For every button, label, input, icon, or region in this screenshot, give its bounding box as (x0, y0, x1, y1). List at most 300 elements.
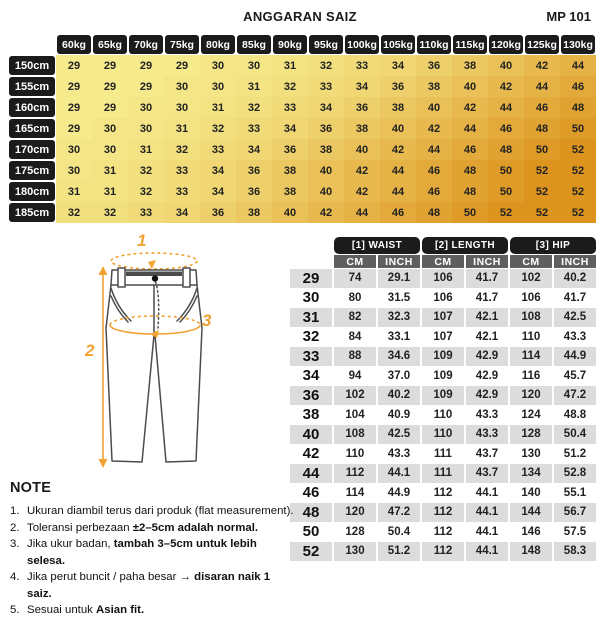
matrix-size-cell: 52 (560, 160, 596, 181)
measurement-row (290, 289, 596, 308)
matrix-size-cell: 46 (416, 160, 452, 181)
matrix-size-cell: 29 (92, 76, 128, 97)
matrix-size-cell: 50 (488, 160, 524, 181)
weight-header: 120kg (488, 34, 524, 55)
measurement-cell: 33.1 (378, 328, 420, 347)
matrix-size-cell: 40 (344, 139, 380, 160)
measurement-cell: 41.7 (554, 289, 596, 308)
matrix-size-cell: 46 (524, 97, 560, 118)
matrix-size-cell: 48 (488, 139, 524, 160)
measurement-row (290, 328, 596, 347)
matrix-size-cell: 42 (524, 55, 560, 76)
matrix-size-cell: 40 (380, 118, 416, 139)
measurement-cell: 106 (510, 289, 552, 308)
page-title: ANGGARAN SAIZ (243, 9, 357, 24)
measurement-cell: 44.1 (466, 484, 508, 503)
measurement-cell: 84 (334, 328, 376, 347)
measurement-cell: 110 (422, 425, 464, 444)
size-cell: 52 (290, 542, 332, 561)
matrix-size-cell: 33 (344, 55, 380, 76)
matrix-size-cell: 38 (344, 118, 380, 139)
matrix-size-cell: 34 (380, 55, 416, 76)
matrix-row (8, 118, 596, 139)
measurement-cell: 88 (334, 347, 376, 366)
measurement-cell: 43.3 (554, 328, 596, 347)
matrix-size-cell: 42 (452, 97, 488, 118)
weight-header: 90kg (272, 34, 308, 55)
measurement-cell: 44.9 (554, 347, 596, 366)
group-header: [1] WAIST (334, 237, 420, 254)
measurement-cell: 44.9 (378, 484, 420, 503)
matrix-row (8, 160, 596, 181)
measurement-cell: 112 (422, 484, 464, 503)
matrix-size-cell: 33 (272, 97, 308, 118)
measurement-cell: 111 (422, 464, 464, 483)
matrix-size-cell: 34 (272, 118, 308, 139)
unit-header: INCH (554, 255, 596, 268)
note-item-number: 2. (10, 521, 20, 534)
matrix-size-cell: 48 (560, 97, 596, 118)
matrix-size-cell: 32 (128, 160, 164, 181)
measurement-cell: 146 (510, 523, 552, 542)
measurement-cell: 29.1 (378, 269, 420, 288)
matrix-size-cell: 31 (164, 118, 200, 139)
matrix-size-cell: 36 (380, 76, 416, 97)
matrix-size-cell: 42 (380, 139, 416, 160)
matrix-size-cell: 31 (56, 181, 92, 202)
measurement-cell: 120 (510, 386, 552, 405)
measurement-cell: 108 (510, 308, 552, 327)
matrix-size-cell: 48 (452, 160, 488, 181)
note-item-number: 3. (10, 538, 20, 550)
note-item (10, 503, 296, 520)
weight-header: 130kg (560, 34, 596, 55)
note-item-text: Jika ukur badan, tambah 3–5cm untuk lebih selesa. (27, 538, 257, 567)
measurement-cell: 94 (334, 367, 376, 386)
measurement-cell: 109 (422, 367, 464, 386)
matrix-row (8, 181, 596, 202)
matrix-size-cell: 30 (200, 76, 236, 97)
note-item-text: Ukuran diambil terus dari produk (flat measurement). (27, 505, 294, 517)
note-item (10, 520, 296, 537)
matrix-size-cell: 36 (236, 160, 272, 181)
measurement-cell: 112 (334, 464, 376, 483)
measurement-cell: 111 (422, 445, 464, 464)
measurement-cell: 40.2 (378, 386, 420, 405)
measurement-row (290, 542, 596, 561)
size-matrix-head (8, 34, 596, 55)
measurement-row (290, 367, 596, 386)
size-cell: 46 (290, 484, 332, 503)
size-cell: 50 (290, 523, 332, 542)
model-code: MP 101 (546, 9, 591, 24)
matrix-size-cell: 29 (92, 97, 128, 118)
measurement-cell: 106 (422, 269, 464, 288)
matrix-size-cell: 31 (200, 97, 236, 118)
matrix-size-cell: 48 (416, 202, 452, 223)
matrix-size-cell: 50 (560, 118, 596, 139)
measurement-cell: 47.2 (378, 503, 420, 522)
measurement-cell: 104 (334, 406, 376, 425)
weight-header: 110kg (416, 34, 452, 55)
matrix-size-cell: 42 (416, 118, 452, 139)
matrix-size-cell: 42 (344, 181, 380, 202)
matrix-size-cell: 32 (56, 202, 92, 223)
matrix-size-cell: 29 (56, 76, 92, 97)
length-measure-arrow (99, 266, 108, 468)
group-header: [3] HIP (510, 237, 596, 254)
measurement-cell: 40.9 (378, 406, 420, 425)
matrix-size-cell: 29 (56, 55, 92, 76)
weight-header: 65kg (92, 34, 128, 55)
measurement-cell: 43.3 (378, 445, 420, 464)
matrix-size-cell: 52 (524, 181, 560, 202)
matrix-size-cell: 52 (524, 160, 560, 181)
matrix-size-cell: 31 (236, 76, 272, 97)
measurement-cell: 42.9 (466, 386, 508, 405)
measurement-cell: 112 (422, 542, 464, 561)
matrix-corner-cell (8, 34, 56, 55)
measurement-cell: 40.2 (554, 269, 596, 288)
measurement-cell: 120 (334, 503, 376, 522)
measurement-cell: 140 (510, 484, 552, 503)
matrix-size-cell: 33 (128, 202, 164, 223)
measurement-cell: 82 (334, 308, 376, 327)
measurement-cell: 42.5 (554, 308, 596, 327)
measurement-cell: 114 (510, 347, 552, 366)
height-header: 185cm (8, 202, 56, 223)
length-label: 2 (85, 341, 95, 360)
measurement-cell: 44.1 (466, 542, 508, 561)
hip-measure-ellipse (110, 316, 200, 338)
size-cell: 48 (290, 503, 332, 522)
matrix-size-cell: 34 (236, 139, 272, 160)
measurement-cell: 51.2 (378, 542, 420, 561)
matrix-size-cell: 36 (272, 139, 308, 160)
measurement-row (290, 386, 596, 405)
size-matrix-body (8, 55, 596, 223)
measurement-cell: 47.2 (554, 386, 596, 405)
measurement-cell: 42.1 (466, 308, 508, 327)
note-item-text: Sesuai untuk Asian fit. (27, 604, 145, 616)
matrix-size-cell: 46 (488, 118, 524, 139)
measurement-cell: 52.8 (554, 464, 596, 483)
note-item (10, 536, 296, 569)
pants-outline-icon (106, 268, 202, 462)
measurement-cell: 130 (334, 542, 376, 561)
matrix-size-cell: 32 (92, 202, 128, 223)
size-cell: 31 (290, 308, 332, 327)
matrix-size-cell: 33 (200, 139, 236, 160)
matrix-size-cell: 30 (236, 55, 272, 76)
measurement-table-head (290, 237, 596, 268)
note-item (10, 569, 296, 602)
matrix-size-cell: 29 (164, 55, 200, 76)
matrix-size-cell: 52 (560, 181, 596, 202)
measurement-cell: 112 (422, 503, 464, 522)
unit-header: CM (510, 255, 552, 268)
matrix-size-cell: 36 (416, 55, 452, 76)
matrix-size-cell: 38 (308, 139, 344, 160)
matrix-size-cell: 38 (380, 97, 416, 118)
matrix-row (8, 55, 596, 76)
weight-header: 85kg (236, 34, 272, 55)
measurement-cell: 110 (334, 445, 376, 464)
measurement-cell: 31.5 (378, 289, 420, 308)
measurement-row (290, 269, 596, 288)
matrix-size-cell: 44 (344, 202, 380, 223)
measurement-cell: 114 (334, 484, 376, 503)
measurement-row (290, 406, 596, 425)
matrix-size-cell: 38 (272, 160, 308, 181)
note-item-text: Jika perut buncit / paha besar → disaran naik 1 saiz. (27, 571, 271, 600)
matrix-size-cell: 32 (272, 76, 308, 97)
measurement-cell: 32.3 (378, 308, 420, 327)
matrix-size-cell: 34 (200, 160, 236, 181)
measurement-row (290, 503, 596, 522)
matrix-size-cell: 40 (272, 202, 308, 223)
matrix-size-cell: 44 (380, 181, 416, 202)
unit-header: INCH (378, 255, 420, 268)
measurement-cell: 108 (334, 425, 376, 444)
subheader-corner-cell (290, 255, 332, 268)
measurement-cell: 56.7 (554, 503, 596, 522)
matrix-size-cell: 50 (524, 139, 560, 160)
matrix-size-cell: 40 (308, 160, 344, 181)
measurement-cell: 74 (334, 269, 376, 288)
matrix-size-cell: 46 (380, 202, 416, 223)
height-header: 175cm (8, 160, 56, 181)
matrix-size-cell: 31 (92, 181, 128, 202)
unit-header: CM (422, 255, 464, 268)
matrix-row (8, 202, 596, 223)
note-item (10, 602, 296, 619)
group-header: [2] LENGTH (422, 237, 508, 254)
matrix-size-cell: 30 (56, 160, 92, 181)
matrix-size-cell: 40 (488, 55, 524, 76)
weight-header: 70kg (128, 34, 164, 55)
matrix-size-cell: 50 (452, 202, 488, 223)
matrix-size-cell: 46 (416, 181, 452, 202)
measurement-cell: 107 (422, 308, 464, 327)
waist-label: 1 (137, 231, 147, 250)
matrix-size-cell: 30 (164, 76, 200, 97)
group-header-row (290, 237, 596, 254)
note-item-number: 5. (10, 604, 20, 616)
size-matrix (8, 34, 596, 223)
weight-header: 125kg (524, 34, 560, 55)
measurement-cell: 112 (422, 523, 464, 542)
matrix-size-cell: 40 (416, 97, 452, 118)
matrix-size-cell: 36 (236, 181, 272, 202)
weight-header: 60kg (56, 34, 92, 55)
measurement-cell: 44.1 (466, 523, 508, 542)
measurement-cell: 41.7 (466, 289, 508, 308)
group-corner-cell (290, 237, 332, 254)
weight-header: 75kg (164, 34, 200, 55)
matrix-size-cell: 29 (56, 118, 92, 139)
measurement-cell: 42.1 (466, 328, 508, 347)
matrix-size-cell: 33 (164, 160, 200, 181)
matrix-size-cell: 30 (128, 118, 164, 139)
size-cell: 36 (290, 386, 332, 405)
matrix-size-cell: 32 (128, 181, 164, 202)
matrix-size-cell: 29 (128, 55, 164, 76)
matrix-size-cell: 42 (344, 160, 380, 181)
matrix-size-cell: 32 (308, 55, 344, 76)
measurement-cell: 43.3 (466, 425, 508, 444)
matrix-size-cell: 38 (272, 181, 308, 202)
measurement-cell: 124 (510, 406, 552, 425)
measurement-cell: 109 (422, 347, 464, 366)
measurement-cell: 45.7 (554, 367, 596, 386)
height-header: 150cm (8, 55, 56, 76)
measurement-cell: 148 (510, 542, 552, 561)
measurement-cell: 58.3 (554, 542, 596, 561)
matrix-size-cell: 36 (344, 97, 380, 118)
matrix-row (8, 97, 596, 118)
subheader-row (290, 255, 596, 268)
matrix-size-cell: 34 (200, 181, 236, 202)
size-matrix-table (8, 34, 596, 223)
height-header: 160cm (8, 97, 56, 118)
weight-header: 105kg (380, 34, 416, 55)
measurement-cell: 55.1 (554, 484, 596, 503)
matrix-size-cell: 30 (128, 97, 164, 118)
measurement-row (290, 464, 596, 483)
weight-header: 95kg (308, 34, 344, 55)
matrix-size-cell: 34 (344, 76, 380, 97)
measurement-row (290, 347, 596, 366)
matrix-size-cell: 48 (524, 118, 560, 139)
matrix-size-cell: 29 (92, 55, 128, 76)
measurement-cell: 80 (334, 289, 376, 308)
measurement-table-el (288, 236, 598, 562)
measurement-cell: 42.5 (378, 425, 420, 444)
height-header: 170cm (8, 139, 56, 160)
height-header: 180cm (8, 181, 56, 202)
measurement-cell: 50.4 (554, 425, 596, 444)
measurement-cell: 130 (510, 445, 552, 464)
size-cell: 33 (290, 347, 332, 366)
measurement-cell: 42.9 (466, 367, 508, 386)
waist-measure-ellipse (111, 253, 197, 269)
note-item-text: Toleransi perbezaan ±2–5cm adalah normal. (27, 521, 259, 534)
measurement-cell: 110 (510, 328, 552, 347)
size-cell: 40 (290, 425, 332, 444)
measurement-table-body (290, 269, 596, 561)
measurement-cell: 42.9 (466, 347, 508, 366)
measurement-cell: 44.1 (466, 503, 508, 522)
note-item-number: 4. (10, 571, 20, 583)
measurement-cell: 107 (422, 328, 464, 347)
matrix-header-row (8, 34, 596, 55)
measurement-cell: 41.7 (466, 269, 508, 288)
matrix-size-cell: 32 (200, 118, 236, 139)
matrix-size-cell: 31 (128, 139, 164, 160)
matrix-size-cell: 38 (416, 76, 452, 97)
height-header: 165cm (8, 118, 56, 139)
matrix-size-cell: 40 (308, 181, 344, 202)
measurement-cell: 43.7 (466, 445, 508, 464)
matrix-size-cell: 36 (308, 118, 344, 139)
measurement-row (290, 425, 596, 444)
matrix-size-cell: 34 (164, 202, 200, 223)
measurement-cell: 48.8 (554, 406, 596, 425)
unit-header: INCH (466, 255, 508, 268)
matrix-size-cell: 29 (128, 76, 164, 97)
measurement-cell: 144 (510, 503, 552, 522)
measurement-row (290, 484, 596, 503)
matrix-size-cell: 33 (308, 76, 344, 97)
matrix-size-cell: 33 (236, 118, 272, 139)
matrix-size-cell: 44 (380, 160, 416, 181)
measurement-cell: 134 (510, 464, 552, 483)
note-heading: NOTE (10, 480, 52, 496)
matrix-size-cell: 46 (452, 139, 488, 160)
size-cell: 30 (290, 289, 332, 308)
size-cell: 32 (290, 328, 332, 347)
measurement-cell: 128 (334, 523, 376, 542)
measurement-table (288, 236, 598, 562)
weight-header: 115kg (452, 34, 488, 55)
measurement-cell: 106 (422, 289, 464, 308)
matrix-size-cell: 44 (524, 76, 560, 97)
matrix-size-cell: 32 (236, 97, 272, 118)
matrix-size-cell: 29 (56, 97, 92, 118)
measurement-cell: 116 (510, 367, 552, 386)
weight-header: 80kg (200, 34, 236, 55)
measurement-cell: 102 (334, 386, 376, 405)
matrix-row (8, 139, 596, 160)
size-cell: 34 (290, 367, 332, 386)
matrix-size-cell: 30 (200, 55, 236, 76)
note-list (10, 503, 296, 619)
measurement-cell: 51.2 (554, 445, 596, 464)
measurement-cell: 109 (422, 386, 464, 405)
matrix-size-cell: 31 (272, 55, 308, 76)
note-section (10, 480, 296, 619)
matrix-size-cell: 44 (416, 139, 452, 160)
hip-label: 3 (202, 311, 212, 330)
matrix-size-cell: 36 (200, 202, 236, 223)
measurement-cell: 37.0 (378, 367, 420, 386)
matrix-size-cell: 30 (56, 139, 92, 160)
matrix-size-cell: 38 (452, 55, 488, 76)
matrix-size-cell: 52 (488, 202, 524, 223)
matrix-size-cell: 38 (236, 202, 272, 223)
matrix-size-cell: 44 (560, 55, 596, 76)
matrix-size-cell: 52 (524, 202, 560, 223)
weight-header: 100kg (344, 34, 380, 55)
size-cell: 42 (290, 445, 332, 464)
matrix-size-cell: 52 (560, 139, 596, 160)
matrix-size-cell: 40 (452, 76, 488, 97)
measurement-cell: 44.1 (378, 464, 420, 483)
matrix-size-cell: 50 (488, 181, 524, 202)
matrix-size-cell: 48 (452, 181, 488, 202)
matrix-size-cell: 34 (308, 97, 344, 118)
matrix-row (8, 76, 596, 97)
measurement-row (290, 523, 596, 542)
measurement-row (290, 308, 596, 327)
matrix-size-cell: 31 (92, 160, 128, 181)
matrix-size-cell: 30 (92, 118, 128, 139)
matrix-size-cell: 44 (452, 118, 488, 139)
matrix-size-cell: 32 (164, 139, 200, 160)
size-cell: 38 (290, 406, 332, 425)
matrix-size-cell: 46 (560, 76, 596, 97)
